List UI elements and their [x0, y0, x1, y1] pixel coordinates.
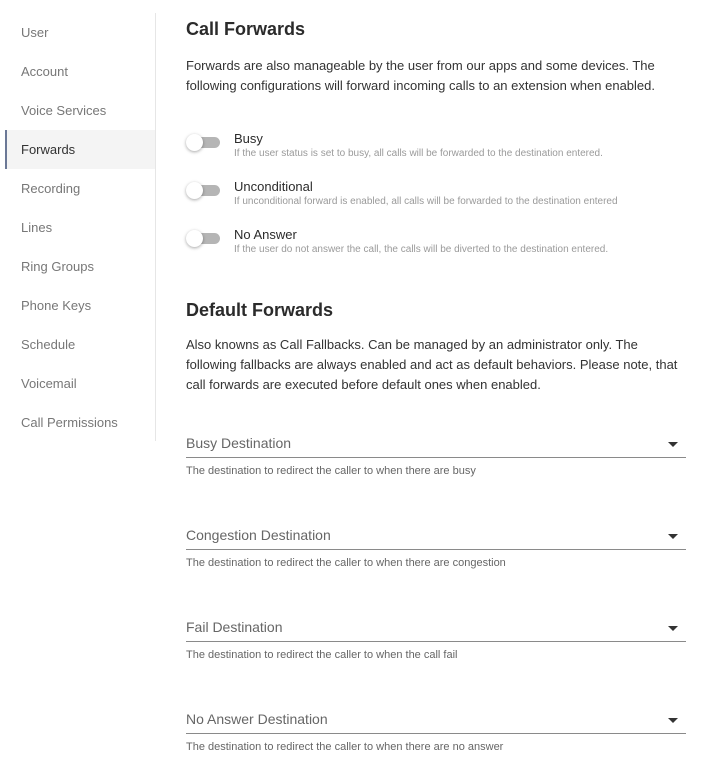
busy-forward-label: Busy — [234, 131, 263, 146]
sidebar-item-recording[interactable]: Recording — [21, 181, 81, 196]
busy-forward-row — [186, 131, 686, 165]
sidebar-item-voicemail[interactable]: Voicemail — [21, 376, 77, 391]
unconditional-forward-hint: If unconditional forward is enabled, all calls will be forwarded to the destination entered — [234, 196, 618, 207]
fail-destination-hint: The destination to redirect the caller to when the call fail — [186, 649, 458, 661]
no-answer-forward-toggle[interactable] — [186, 230, 220, 246]
sidebar — [5, 13, 156, 441]
sidebar-item-lines[interactable]: Lines — [21, 220, 53, 235]
sidebar-item-call-permissions[interactable]: Call Permissions — [21, 415, 118, 430]
default-forwards-description: Also knowns as Call Fallbacks. Can be managed by an administrator only. The following fallbacks are always enabled and act as default behaviors. Please note, that call forwards are executed before default ones when enabled. — [186, 337, 678, 392]
congestion-destination-hint: The destination to redirect the caller to when there are congestion — [186, 557, 506, 569]
call-forwards-title: Call Forwards — [186, 19, 306, 39]
busy-forward-toggle[interactable] — [186, 134, 220, 150]
unconditional-forward-row — [186, 179, 686, 213]
busy-destination-label: Busy Destination — [186, 435, 292, 451]
no-answer-forward-hint: If the user do not answer the call, the calls will be diverted to the destination entered. — [234, 244, 609, 255]
fail-destination-label: Fail Destination — [186, 619, 283, 635]
no-answer-destination-label: No Answer Destination — [186, 711, 328, 727]
toggle-knob — [186, 230, 203, 247]
no-answer-forward-label: No Answer — [234, 227, 297, 242]
sidebar-item-account[interactable]: Account — [21, 64, 68, 79]
fail-destination-select[interactable] — [186, 616, 686, 642]
toggle-knob — [186, 134, 203, 151]
sidebar-item-schedule[interactable]: Schedule — [21, 337, 76, 352]
chevron-down-icon — [668, 534, 678, 539]
unconditional-forward-toggle[interactable] — [186, 182, 220, 198]
toggle-knob — [186, 182, 203, 199]
busy-destination-hint: The destination to redirect the caller to when there are busy — [186, 465, 476, 477]
congestion-destination-label: Congestion Destination — [186, 527, 331, 543]
chevron-down-icon — [668, 442, 678, 447]
sidebar-item-user[interactable]: User — [21, 25, 49, 40]
congestion-destination-select[interactable] — [186, 524, 686, 550]
busy-forward-hint: If the user status is set to busy, all calls will be forwarded to the destination entered. — [234, 148, 603, 159]
sidebar-item-ring-groups[interactable]: Ring Groups — [21, 259, 94, 274]
chevron-down-icon — [668, 626, 678, 631]
busy-destination-select[interactable] — [186, 432, 686, 458]
no-answer-destination-select[interactable] — [186, 708, 686, 734]
unconditional-forward-label: Unconditional — [234, 179, 313, 194]
no-answer-destination-hint: The destination to redirect the caller to when there are no answer — [186, 741, 504, 753]
sidebar-item-phone-keys[interactable]: Phone Keys — [21, 298, 92, 313]
default-forwards-title: Default Forwards — [186, 300, 334, 320]
no-answer-forward-row — [186, 227, 686, 261]
call-forwards-description: Forwards are also manageable by the user from our apps and some devices. The following configurations will forward incoming calls to an extension when enabled. — [186, 58, 655, 93]
sidebar-item-voice-services[interactable]: Voice Services — [21, 103, 107, 118]
sidebar-item-forwards[interactable]: Forwards — [5, 130, 155, 169]
chevron-down-icon — [668, 718, 678, 723]
